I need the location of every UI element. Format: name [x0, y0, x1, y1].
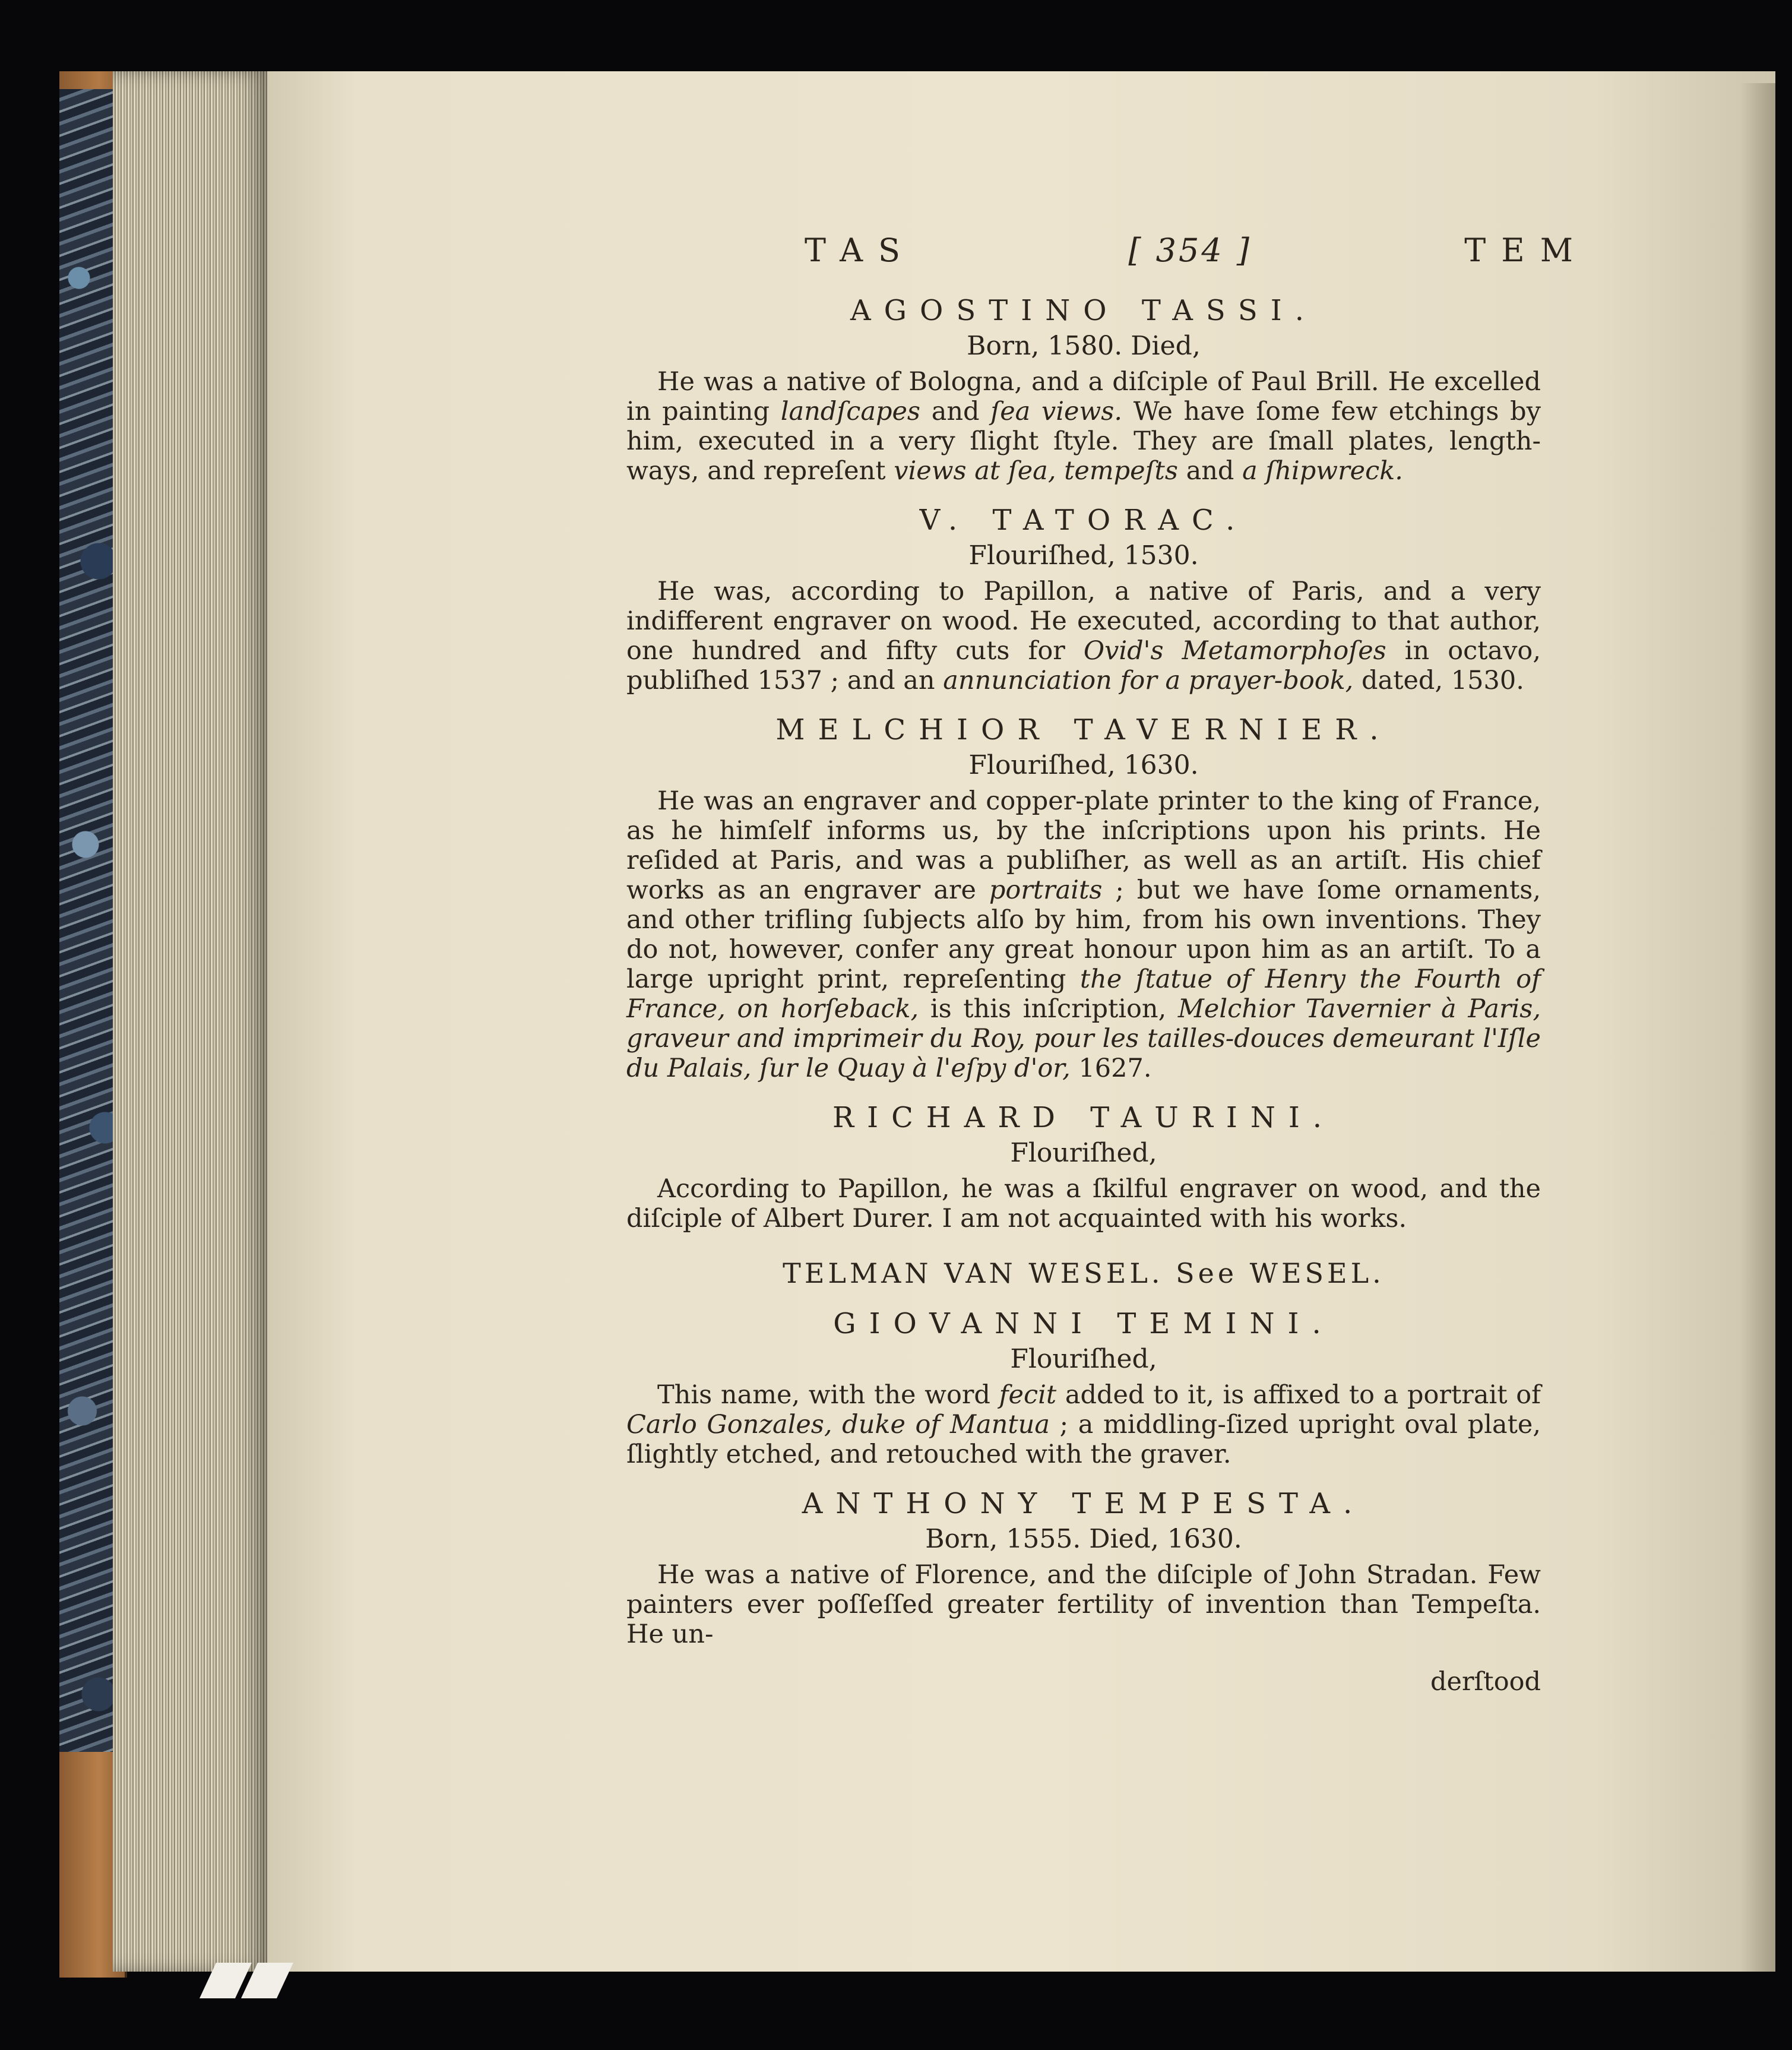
entry-body: [626, 1174, 1541, 1233]
body-text: He was a native of Florence, and the diſciple of John Stradan. Few painters ever poſſeſſed greater fertility of invention than Tempeſta. He un-: [626, 1560, 1541, 1649]
entry-list: [626, 1307, 1541, 1649]
italic-text: views at ſea, tempeſts: [894, 456, 1178, 486]
entry-name: ANTHONY TEMPESTA.: [802, 1487, 1366, 1520]
italic-text: landſcapes: [780, 397, 921, 426]
entry-dates: Born, 1580. Died,: [967, 331, 1201, 361]
entry: [626, 504, 1541, 695]
body-text: According to Papillon, he was a ſkilful engraver on wood, and the diſciple of Albert Durer. I am not acquainted with his works.: [626, 1174, 1541, 1233]
entry-name: GIOVANNI TEMINI.: [833, 1307, 1334, 1340]
body-text: is this inſcription,: [919, 994, 1178, 1024]
body-text: He was an engraver and copper-plate printer to the king of France, as he himſelf informs us, by the inſcriptions upon his prints. He reſided at Paris, and was a publiſher, as well as an artiſt. His chief works as an engraver are: [626, 786, 1541, 905]
italic-text: fecit: [999, 1380, 1057, 1410]
body-text: and: [1177, 456, 1243, 486]
running-head-left: TAS: [805, 232, 916, 269]
page-right-shadow: [1740, 83, 1775, 1972]
entry-dates: Flouriſhed, 1530.: [968, 540, 1199, 571]
page-edges: [113, 71, 267, 1972]
cross-reference: TELMAN VAN WESEL. See WESEL.: [783, 1257, 1385, 1289]
entry: [626, 1487, 1541, 1649]
body-text: He was a native of Bologna, and a diſciple of Paul Brill. He excelled in painting: [626, 367, 1541, 426]
entry-dates: Flouriſhed, 1630.: [968, 750, 1199, 780]
body-text: ; but we have ſome ornaments, and other trifling ſubjects alſo by him, from his own inventions. They do not, however, confer any great honour upon him as an artiſt. To a large upright print, repreſenting: [626, 875, 1541, 994]
body-text: added to it, is affixed to a portrait of: [1056, 1380, 1541, 1410]
entry-dates: Flouriſhed,: [1010, 1344, 1157, 1374]
running-head: [650, 232, 1588, 269]
entry-body: [626, 1380, 1541, 1469]
entry: [626, 1101, 1541, 1233]
italic-text: the ſtatue of Henry the Fourth of France, on horſeback,: [626, 964, 1541, 1024]
italic-text: portraits: [989, 875, 1103, 905]
entry-dates: Born, 1555. Died, 1630.: [925, 1524, 1242, 1554]
body-text: in octavo, publiſhed 1537 ; and an: [626, 636, 1541, 695]
italic-text: Melchior Tavernier à Paris, graveur and imprimeir du Roy, pour les tailles-douces demeurant l'Iſle du Palais, ſur le Quay à l'eſpy d'or,: [626, 994, 1541, 1083]
catchword: derſtood: [1430, 1667, 1541, 1697]
italic-text: Carlo Gonzales, duke of Mantua: [626, 1410, 1050, 1440]
italic-text: Ovid's Metamorphoſes: [1083, 636, 1386, 666]
entry-name: MELCHIOR TAVERNIER.: [775, 713, 1392, 746]
entry-body: [626, 1560, 1541, 1649]
entry-body: [626, 577, 1541, 695]
body-text: and: [920, 397, 991, 426]
italic-text: a ſhipwreck.: [1242, 456, 1403, 486]
entry-name: V. TATORAC.: [919, 504, 1248, 537]
entry: [626, 713, 1541, 1083]
entry-dates: Flouriſhed,: [1010, 1138, 1157, 1168]
page-number: [ 354 ]: [1128, 232, 1252, 269]
page-text: [626, 232, 1588, 1697]
entry: [626, 294, 1541, 486]
entry-list: [626, 294, 1541, 1233]
body-text: ; a middling-ſized upright oval plate, ſlightly etched, and retouched with the graver.: [626, 1410, 1541, 1469]
body-text: This name, with the word: [657, 1380, 999, 1410]
entry: [626, 1307, 1541, 1469]
entry-body: [626, 367, 1541, 486]
entry-name: AGOSTINO TASSI.: [850, 294, 1318, 327]
body-text: We have ſome few etchings by him, executed in a very ſlight ſtyle. They are ſmall plates, length-ways, and repreſent: [626, 397, 1541, 486]
italic-text: ſea views.: [990, 397, 1123, 426]
italic-text: annunciation for a prayer-book,: [943, 666, 1354, 695]
body-text: He was, according to Papillon, a native of Paris, and a very indifferent engraver on wood. He executed, according to that author, one hundred and fifty cuts for: [626, 577, 1541, 666]
body-text: 1627.: [1070, 1054, 1152, 1083]
body-text: dated, 1530.: [1353, 666, 1524, 695]
entry-body: [626, 786, 1541, 1083]
running-head-right: TEM: [1464, 232, 1588, 269]
entry-name: RICHARD TAURINI.: [832, 1101, 1335, 1134]
